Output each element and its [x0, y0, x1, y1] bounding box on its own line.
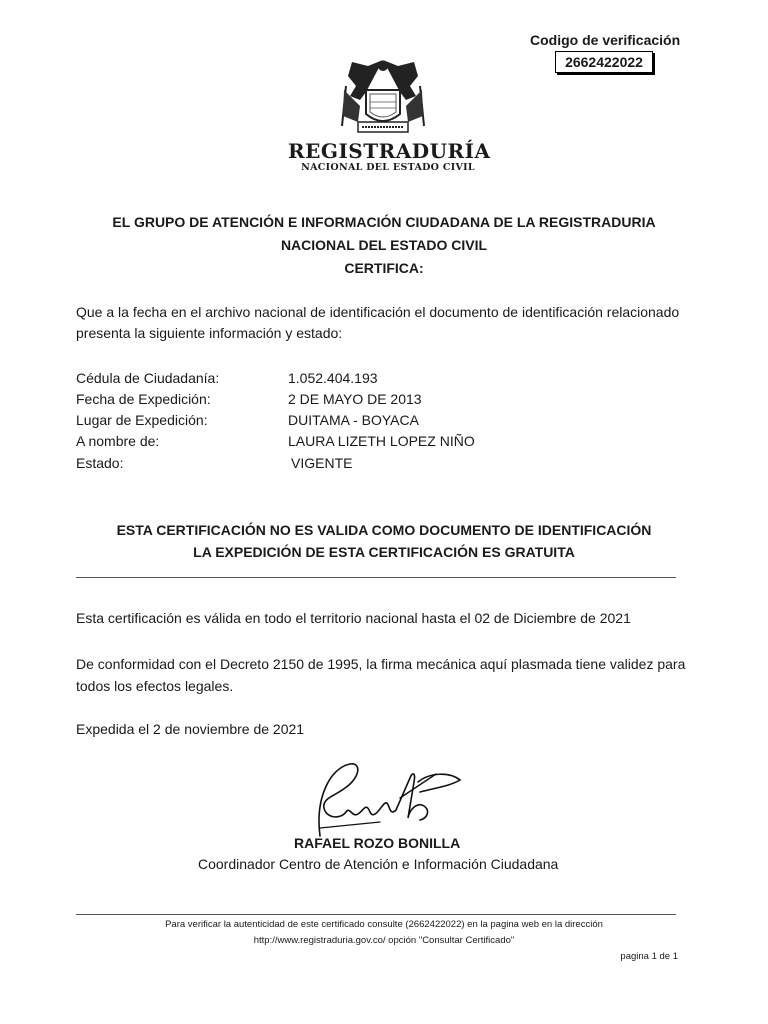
field-value-estado: VIGENTE [291, 455, 353, 471]
footer-divider [76, 914, 676, 915]
notice-line-2: LA EXPEDICIÓN DE ESTA CERTIFICACIÓN ES GRATUITA [193, 544, 575, 560]
signatory-title: Coordinador Centro de Atención e Información Ciudadana [198, 856, 559, 872]
field-value-fecha: 2 DE MAYO DE 2013 [288, 391, 422, 407]
intro-line-2: presenta la siguiente información y estado: [76, 325, 343, 341]
signatory-name: RAFAEL ROZO BONILLA [294, 835, 461, 851]
registraduria-logo-subtitle: NACIONAL DEL ESTADO CIVIL [301, 162, 475, 173]
handwritten-signature [300, 758, 470, 838]
field-value-nombre: LAURA LIZETH LOPEZ NIÑO [288, 433, 475, 449]
footer-url: http://www.registraduria.gov.co/ opción "Consultar Certificado" [253, 935, 515, 946]
coat-of-arms-logo [338, 56, 428, 140]
divider [76, 577, 676, 578]
field-label-nombre: A nombre de: [76, 433, 160, 449]
heading-certifica: CERTIFICA: [344, 260, 424, 276]
field-value-lugar: DUITAMA - BOYACA [288, 412, 419, 428]
heading-line-1: EL GRUPO DE ATENCIÓN E INFORMACIÓN CIUDADANA DE LA REGISTRADURIA [112, 214, 656, 230]
decree-line-1: De conformidad con el Decreto 2150 de 1995, la firma mecánica aquí plasmada tiene validez para [76, 656, 686, 672]
field-label-lugar: Lugar de Expedición: [76, 412, 208, 428]
field-value-cedula: 1.052.404.193 [288, 370, 378, 386]
field-label-cedula: Cédula de Ciudadanía: [76, 370, 220, 386]
verification-code: 2662422022 [555, 51, 653, 73]
validity-text: Esta certificación es válida en todo el territorio nacional hasta el 02 de Diciembre de 2021 [76, 610, 631, 626]
field-label-estado: Estado: [76, 455, 124, 471]
registraduria-logo-title: REGISTRADURÍA [288, 139, 491, 163]
verification-label: Codigo de verificación [530, 32, 681, 48]
issued-date: Expedida el 2 de noviembre de 2021 [76, 721, 305, 737]
footer-line-1: Para verificar la autenticidad de este certificado consulte (2662422022) en la pagina web en la dirección [165, 919, 603, 930]
field-label-fecha: Fecha de Expedición: [76, 391, 211, 407]
decree-line-2: todos los efectos legales. [76, 678, 234, 694]
heading-line-2: NACIONAL DEL ESTADO CIVIL [280, 237, 488, 253]
page-number: pagina 1 de 1 [620, 951, 678, 962]
intro-line-1: Que a la fecha en el archivo nacional de identificación el documento de identificación relacionado [76, 304, 680, 320]
notice-line-1: ESTA CERTIFICACIÓN NO ES VALIDA COMO DOCUMENTO DE IDENTIFICACIÓN [116, 522, 652, 538]
